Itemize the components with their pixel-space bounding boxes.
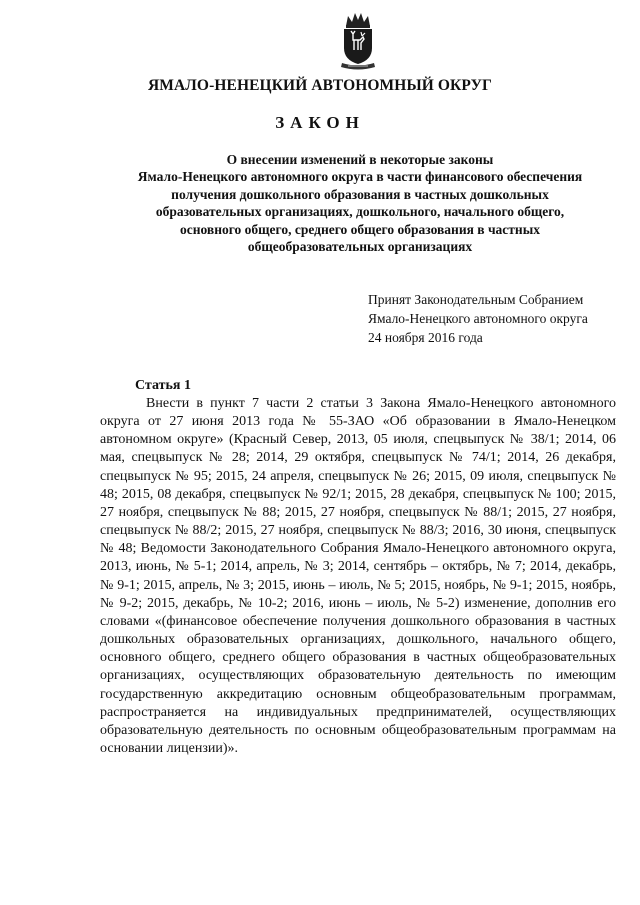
- law-title-line: О внесении изменений в некоторые законы: [226, 152, 494, 167]
- law-title-line: образовательных организациях, дошкольного, начального общего,: [155, 204, 565, 220]
- document-type: ЗАКОН: [275, 113, 365, 132]
- adoption-note: [368, 290, 628, 347]
- law-title: [100, 151, 620, 255]
- law-title-line: получения дошкольного образования в частных дошкольных: [171, 186, 549, 202]
- coat-of-arms-icon: [338, 10, 378, 72]
- adoption-line: Принят Законодательным Собранием: [368, 292, 584, 307]
- adoption-date: 24 ноября 2016 года: [368, 330, 483, 345]
- law-title-line: Ямало-Ненецкого автономного округа в части финансового обеспечения: [137, 169, 583, 185]
- region-name: ЯМАЛО-НЕНЕЦКИЙ АВТОНОМНЫЙ ОКРУГ: [147, 77, 493, 94]
- law-title-line: основного общего, среднего общего образования в частных: [179, 221, 540, 237]
- adoption-line: Ямало-Ненецкого автономного округа: [368, 311, 588, 326]
- law-title-line: общеобразовательных организациях: [247, 239, 473, 255]
- article-text: Внести в пункт 7 части 2 статьи 3 Закона Ямало-Ненецкого автономного округа от 27 июня 2013 года № 55-ЗАО «Об образовании в Ямало-Ненецком автономном округе» (Красный Север, 2013, 05 июля, спецвыпуск № 38/1; 2014, 06 мая, спецвыпуск № 28; 2014, 29 октября, спецвыпуск № 74/1; 2014, 26 декабря, спецвыпуск № 95; 2015, 24 апреля, спецвыпуск № 26; 2015, 09 июля, спецвыпуск № 48; 2015, 08 декабря, спецвыпуск № 92/1; 2015, 28 декабря, спецвыпуск № 100; 2015, 27 ноября, спецвыпуск № 88; 2015, 27 ноября, спецвыпуск № 88/1; 2015, 27 ноября, спецвыпуск № 88/2; 2015, 27 ноября, спецвыпуск № 88/3; 2016, 30 июня, спецвыпуск № 48; Ведомости Законодательного Собрания Ямало-Ненецкого автономного округа, 2013, июнь, № 5-1; 2014, апрель, № 3; 2014, сентябрь – октябрь, № 7; 2014, декабрь, № 9-1; 2015, апрель, № 3; 2015, июнь – июль, № 5; 2015, ноябрь, № 9-1; 2015, ноябрь, № 9-2; 2015, декабрь, № 10-2; 2016, июнь – июль, № 5-2) изменение, дополнив его словами «(финансовое обеспечение получения дошкольного образования в частных дошкольных образовательных организациях, дошкольного, начального общего, основного общего, среднего общего образования в частных общеобразовательных организациях, осуществляющих образовательную деятельность по имеющим государственную аккредитацию основным общеобразовательным программам, распространяется на индивидуальных предпринимателей, осуществляющих образовательную деятельность по основным общеобразовательным программам на основании лицензии)».: [100, 396, 616, 756]
- article-heading: Статья 1: [135, 378, 191, 393]
